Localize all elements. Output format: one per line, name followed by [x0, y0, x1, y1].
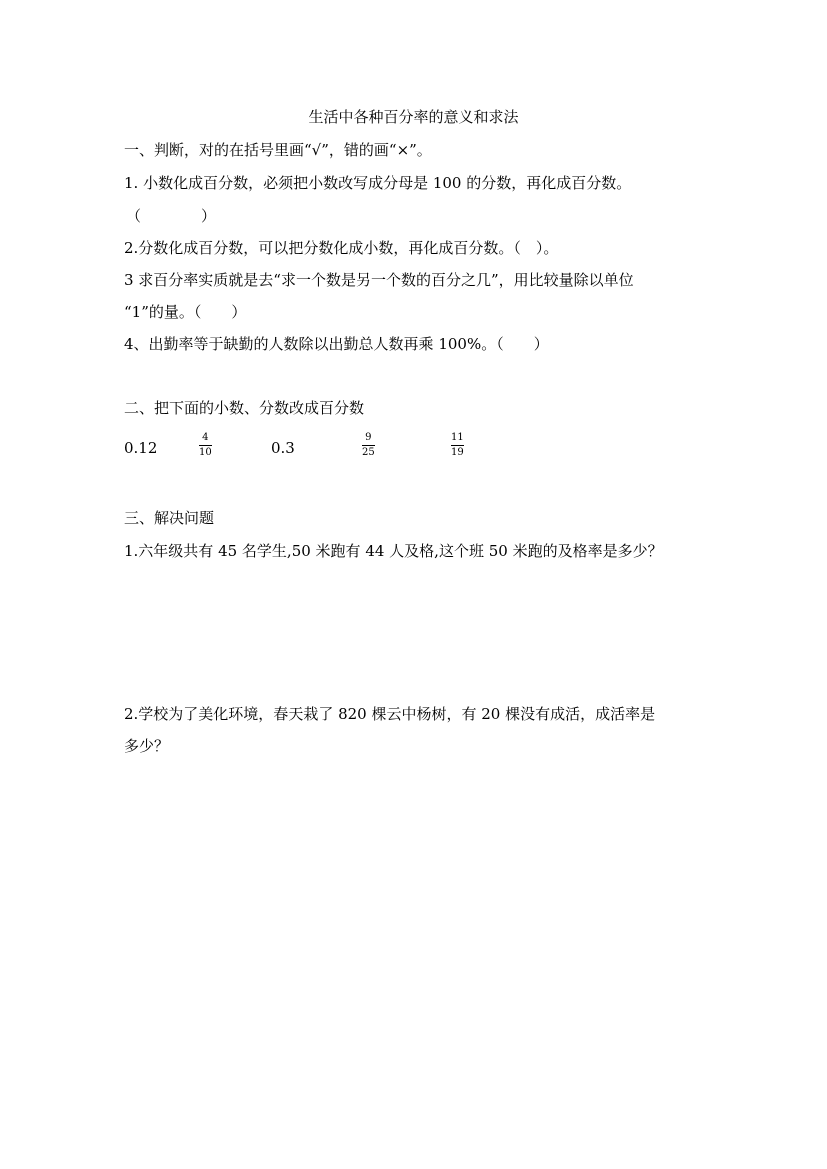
- fraction-2-numerator: 9: [365, 432, 372, 443]
- fraction-bar: [451, 445, 464, 446]
- decimal-item-2: 0.3: [271, 439, 295, 457]
- fraction-bar: [362, 445, 375, 446]
- problem-2-line-1: 2.学校为了美化环境，春天栽了 820 棵云中杨树，有 20 棵没有成活，成活率是: [124, 705, 656, 723]
- question-3-line-1: 3 求百分率实质就是去“求一个数是另一个数的百分之几”，用比较量除以单位: [124, 271, 634, 289]
- question-2: 2.分数化成百分数，可以把分数化成小数，再化成百分数。（ ）。: [124, 239, 559, 257]
- section2-heading: 二、把下面的小数、分数改成百分数: [124, 399, 365, 417]
- fraction-3-numerator: 11: [451, 432, 464, 443]
- fraction-1-numerator: 4: [202, 432, 209, 443]
- page-title: 生活中各种百分率的意义和求法: [308, 108, 519, 126]
- fraction-1-denominator: 10: [199, 447, 212, 458]
- decimal-item-1: 0.12: [124, 439, 158, 457]
- problem-1: 1.六年级共有 45 名学生,50 米跑有 44 人及格,这个班 50 米跑的及格率是多少？: [124, 542, 663, 560]
- answer-bracket-1: （ ）: [126, 207, 217, 225]
- fraction-2-denominator: 25: [362, 447, 375, 458]
- question-1: 1. 小数化成百分数，必须把小数改写成分母是 100 的分数，再化成百分数。: [124, 174, 632, 192]
- fraction-item-1: [199, 432, 212, 459]
- fraction-item-3: [451, 432, 464, 459]
- section3-heading: 三、解决问题: [124, 509, 215, 527]
- fraction-bar: [199, 445, 212, 446]
- problem-2-line-2: 多少？: [124, 737, 170, 755]
- section1-heading: 一、判断，对的在括号里画“√”，错的画“×”。: [124, 141, 432, 159]
- question-4: 4、出勤率等于缺勤的人数除以出勤总人数再乘 100%。（ ）: [124, 335, 549, 353]
- question-3-line-2: “1”的量。（ ）: [124, 303, 247, 321]
- fraction-item-2: [362, 432, 375, 459]
- fraction-3-denominator: 19: [451, 447, 464, 458]
